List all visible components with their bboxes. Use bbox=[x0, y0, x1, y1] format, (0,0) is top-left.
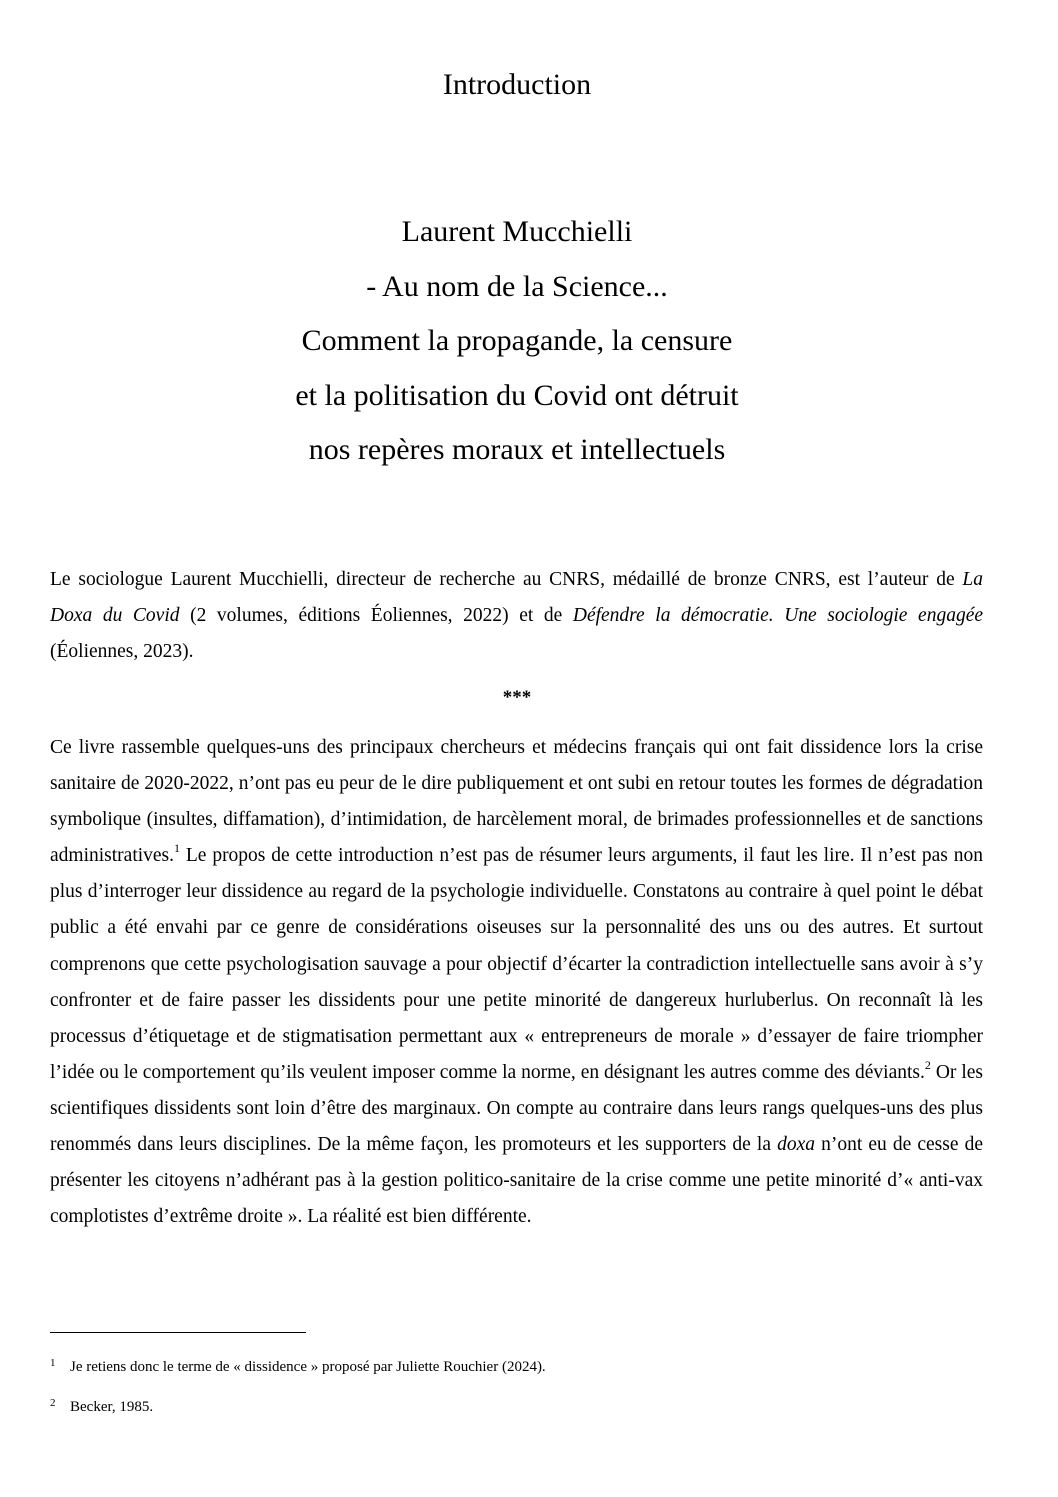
section-separator: *** bbox=[502, 687, 532, 708]
footnote-item bbox=[50, 1353, 950, 1377]
emphasis-term: doxa bbox=[777, 1134, 815, 1156]
footnote-text: Becker, 1985. bbox=[70, 1399, 154, 1415]
footnote-ref[interactable]: 2 bbox=[924, 1057, 931, 1072]
chapter-title-line: - Au nom de la Science... bbox=[366, 269, 668, 303]
body-paragraph: Ce livre rassemble quelques-uns des principaux chercheurs et médecins français qui ont fait dissidence lors la crise sanitaire de 2020-2022, n’ont pas eu peur de le dire publiquement et ont subi en retour toutes les formes de dégradation symbolique (insultes, diffamation), d’intimidation, de harcèlement moral, de brimades professionnelles et de sanctions administratives.$^1$ Le propos de cette introduction n’est pas de résumer leurs arguments, il faut les lire. Il n’est pas non plus d’interroger leur dissidence au regard de la psychologie individuelle. Constatons au contraire à quel point le débat public a été envahi par ce genre de considérations oiseuses sur la personnalité des uns ou des autres. Et surtout comprenons que cette psychologisation sauvage a pour objectif d’écarter la contradiction intellectuelle sans avoir à s’y confronter et de faire passer les dissidents pour une petite minorité de dangereux hurluberlus. On reconnaît là les processus d’étiquetage et de stigmatisation permettant aux « entrepreneurs de morale » d’essayer de faire triompher l’idée ou le comportement qu’ils veulent imposer comme la norme, en désignant les autres comme des déviants.$^2$ Or les scientifiques dissidents sont loin d’être des marginaux. On compte au contraire dans leurs rangs quelques-uns des plus renommés dans leurs disciplines. De la même façon, les promoteurs et les supporters de la doxa n’ont eu de cesse de présenter les citoyens n’adhérant pas à la gestion politico-sanitaire de la crise comme une petite minorité d’« anti-vax complotistes d’extrême droite ». La réalité est bien différente. bbox=[50, 737, 983, 1228]
chapter-title-line: et la politisation du Covid ont détruit bbox=[295, 378, 739, 412]
footnote-number: 2 bbox=[50, 1397, 56, 1409]
chapter-heading bbox=[0, 205, 1034, 478]
book-title: La Doxa du Covid bbox=[50, 569, 983, 627]
footnote-ref[interactable]: 1 bbox=[174, 841, 181, 856]
footnote-number: 1 bbox=[50, 1357, 56, 1369]
footnote-divider bbox=[50, 1332, 306, 1333]
footnote-item bbox=[50, 1393, 950, 1417]
author-bio bbox=[50, 562, 983, 670]
section-title: Introduction bbox=[442, 68, 592, 101]
chapter-author: Laurent Mucchielli bbox=[401, 215, 633, 248]
main-text bbox=[50, 730, 983, 1235]
footnote-text: Je retiens donc le terme de « dissidence » proposé par Juliette Rouchier (2024). bbox=[70, 1359, 546, 1375]
author-bio-paragraph: Le sociologue Laurent Mucchielli, directeur de recherche au CNRS, médaillé de bronze CNRS, est l’auteur de La Doxa du Covid (2 volumes, éditions Éoliennes, 2022) et de Défendre la démocratie. Une sociologie engagée (Éoliennes, 2023). bbox=[50, 569, 984, 663]
chapter-title-line: Comment la propagande, la censure bbox=[301, 324, 733, 357]
chapter-title-line: nos repères moraux et intellectuels bbox=[308, 433, 726, 466]
book-title: Défendre la démocratie. Une sociologie engagée bbox=[572, 605, 984, 627]
